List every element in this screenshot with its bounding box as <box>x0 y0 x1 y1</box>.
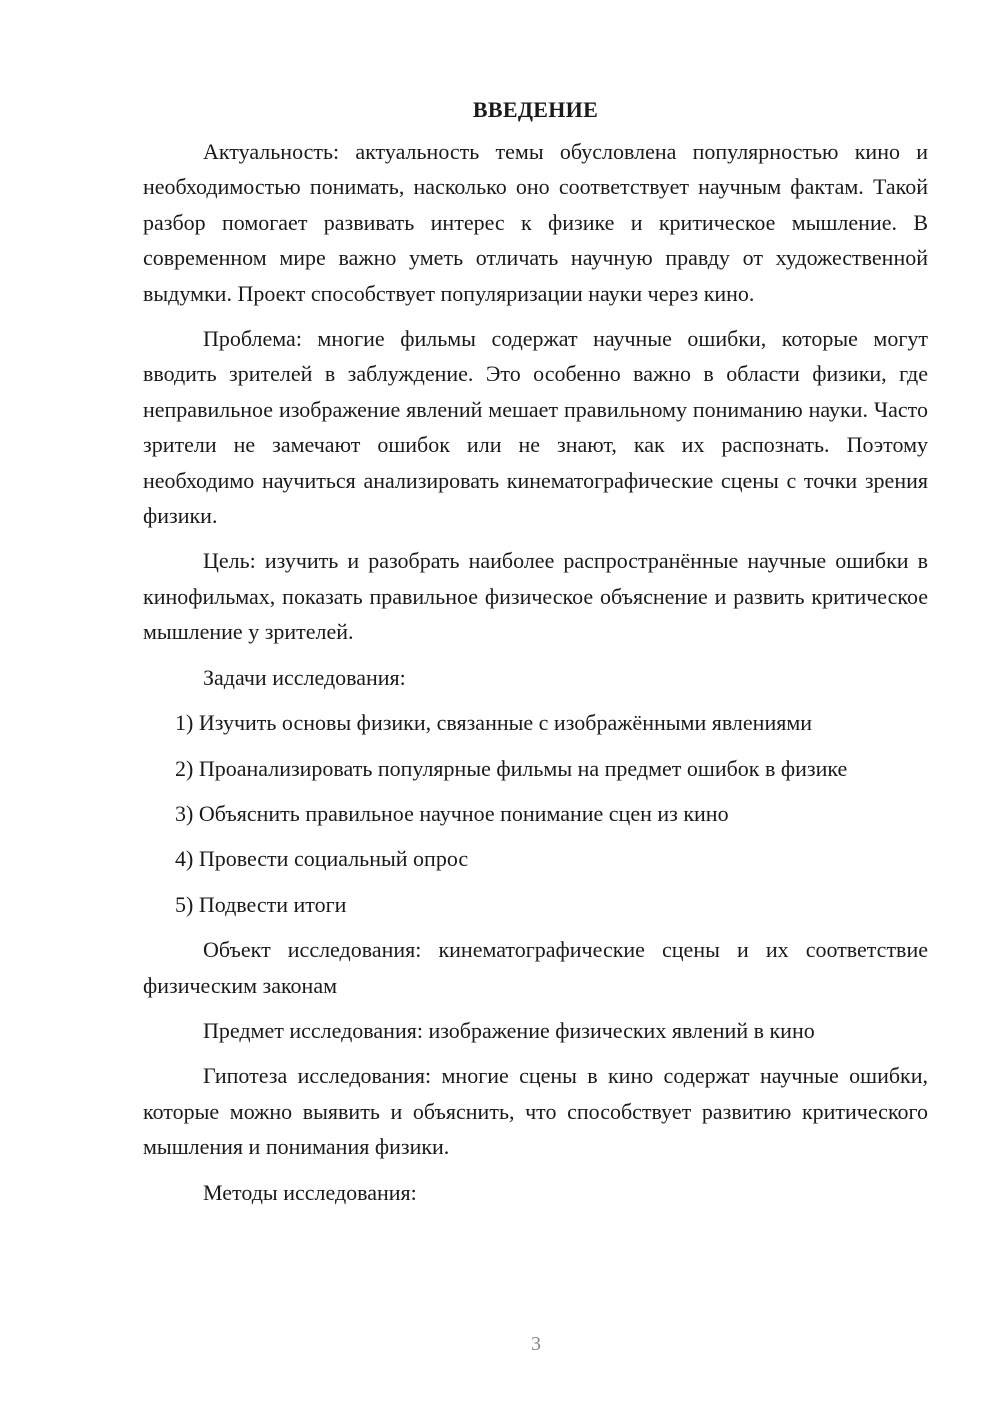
task-item-5: 5) Подвести итоги <box>175 891 347 917</box>
page-content <box>143 95 928 1220</box>
tasks-heading: Задачи исследования: <box>203 664 406 690</box>
task-item-2: 2) Проанализировать популярные фильмы на предмет ошибок в физике <box>175 755 848 781</box>
task-item-4: 4) Провести социальный опрос <box>175 846 469 872</box>
task-item-3: 3) Объяснить правильное научное понимание сцен из кино <box>175 800 729 826</box>
methods-heading: Методы исследования: <box>203 1179 417 1205</box>
goal-paragraph: Цель: изучить и разобрать наиболее распространённые научные ошибки в кинофильмах, показать правильное физическое объяснение и развить критическое мышление у зрителей. <box>143 548 928 645</box>
problem-paragraph: Проблема: многие фильмы содержат научные ошибки, которые могут вводить зрителей в заблуждение. Это особенно важно в области физики, где неправильное изображение явлений мешает правильному пониманию науки. Часто зрители не замечают ошибок или не знают, как их распознать. Поэтому необходимо научиться анализировать кинематографические сцены с точки зрения физики. <box>143 326 928 529</box>
subject-paragraph: Предмет исследования: изображение физических явлений в кино <box>203 1017 815 1043</box>
object-paragraph: Объект исследования: кинематографические сцены и их соответствие физическим законам <box>143 937 928 998</box>
task-item-1: 1) Изучить основы физики, связанные с изображёнными явлениями <box>175 710 813 736</box>
section-heading: ВВЕДЕНИЕ <box>472 97 599 122</box>
hypothesis-paragraph: Гипотеза исследования: многие сцены в кино содержат научные ошибки, которые можно выявить и объяснить, что способствует развитию критического мышления и понимания физики. <box>143 1063 928 1160</box>
relevance-paragraph: Актуальность: актуальность темы обусловлена популярностью кино и необходимостью понимать, насколько оно соответствует научным фактам. Такой разбор помогает развивать интерес к физике и критическое мышление. В современном мире важно уметь отличать научную правду от художественной выдумки. Проект способствует популяризации науки через кино. <box>143 139 928 306</box>
page-number: 3 <box>531 1333 541 1355</box>
